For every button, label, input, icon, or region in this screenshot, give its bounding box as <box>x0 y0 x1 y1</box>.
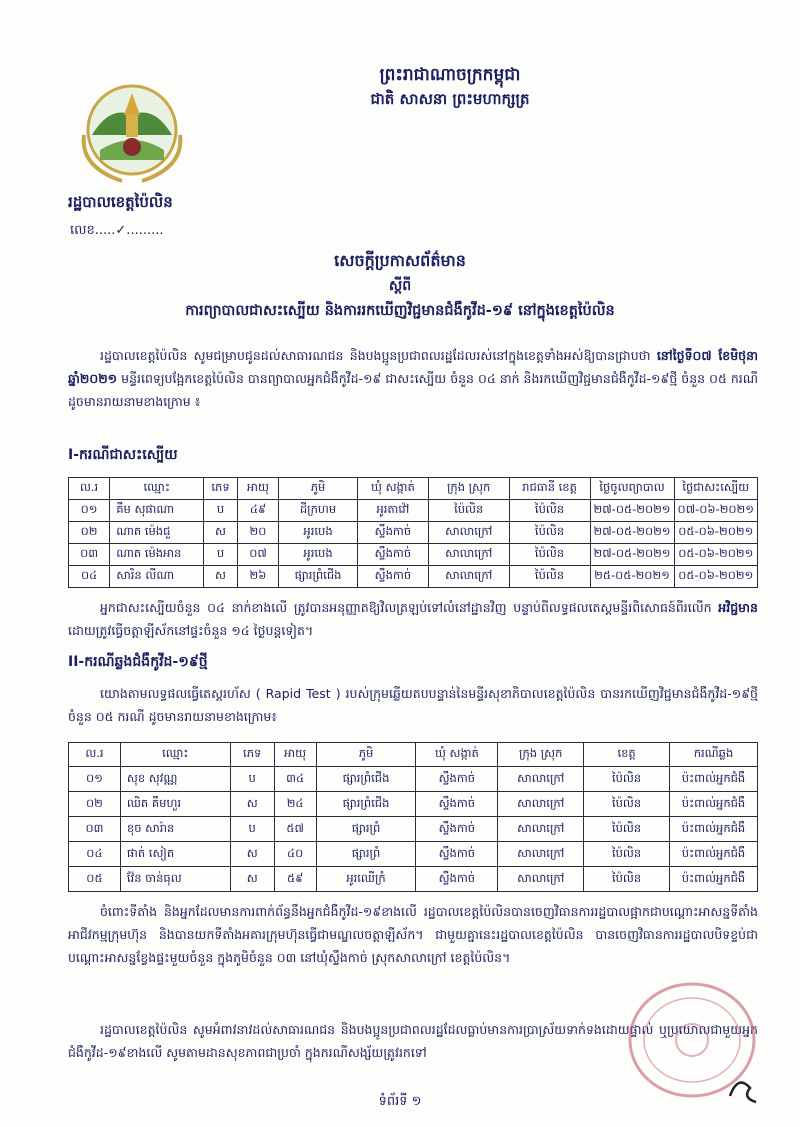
table-cell: អូរឈើក្រំ <box>316 867 416 892</box>
table-cell: ០៥ <box>69 867 121 892</box>
table-cell: ២៤ <box>274 792 316 817</box>
motto-line: ជាតិ សាសនា ព្រះមហាក្សត្រ <box>370 90 530 108</box>
col-header: ឈ្មោះ <box>110 478 204 500</box>
table-cell: ផ្សារព្រំ <box>316 842 416 867</box>
table-cell: ស <box>230 842 274 867</box>
appeal-text: រដ្ឋបាលខេត្តប៉ៃលិន សូមអំពាវនាវដល់សាធារណជន និងបងប្អូនប្រជាពលរដ្ឋដែលធ្លាប់មានការប្រាស្រ័យទាក់ទងដោយផ្ទាល់ ឬប្រយោលជាមួយអ្នកជំងឺកូវីដ-១៩ខាងលើ សូមតាមដានសុខភាពជាប្រចាំ ក្នុងករណីសង្ស័យត្រូវរកទៅ <box>68 1022 758 1060</box>
note-text-rest: ដោយត្រូវធ្វើចត្តាឡីស័កនៅផ្ទះចំនួន ១៤ ថ្ងៃបន្តទៀត។ <box>68 623 314 638</box>
col-header: ភូមិ <box>316 743 416 767</box>
table-cell: ០៥-០៦-២០២១ <box>674 566 757 588</box>
col-header: ឃុំ សង្កាត់ <box>357 478 428 500</box>
table-cell: ណាត ម៉េងអាន <box>110 544 204 566</box>
table-cell: ស្ទឹងកាច់ <box>416 817 498 842</box>
subject-title: ការព្យាបាលជាសះស្បើយ និងការរកឃើញវិជ្ជមានជំងឺកូវីដ-១៩ នៅក្នុងខេត្តប៉ៃលិន <box>185 303 615 319</box>
table-cell: ប៉ៃលិន <box>584 817 670 842</box>
national-motto <box>290 62 610 110</box>
col-header: ករណីឆ្លង <box>669 743 757 767</box>
table-cell: ប៉ៃលិន <box>509 500 590 522</box>
measures-text: ចំពោះទីតាំង និងអ្នកដែលមានការពាក់ព័ន្ធនឹងអ្នកជំងឺកូវីដ-១៩ខាងលើ រដ្ឋបាលខេត្តប៉ៃលិនបានចេញវិធានការរដ្ឋបាលផ្អាកជាបណ្ដោះអាសន្នទីតាំងអាជីវកម្មក្រុមហ៊ុន និងបានយកទីតាំងអគារក្រុមហ៊ុនធ្វើជាមណ្ឌលចត្តាឡីស័ក។ ជាមួយគ្នានេះរដ្ឋបាលខេត្តប៉ៃលិន បានចេញវិធានការរដ្ឋបាលបិទខ្ទប់ជាបណ្ដោះអាសន្នខ្វែងផ្ទះមួយចំនួន ក្នុងភូមិចំនួន ០៣ នៅឃុំស្ទឹងកាច់ ស្រុកសាលាក្រៅ ខេត្តប៉ៃលិន។ <box>68 904 758 965</box>
table-cell: អូរបេង <box>279 522 358 544</box>
table-cell: ខុច សារ៉ាន <box>120 817 230 842</box>
table-cell: ស <box>204 566 238 588</box>
table-cell: ស្ទឹងកាច់ <box>357 566 428 588</box>
table-cell: វ៉ែន ចាន់ធុល <box>120 867 230 892</box>
page-number: ទំព័រទី ១ <box>378 1094 422 1109</box>
announcement-title: សេចក្ដីប្រកាសព័ត៌មាន <box>334 251 466 270</box>
col-header: ល.រ <box>69 478 110 500</box>
table-cell: ស្ទឹងកាច់ <box>357 544 428 566</box>
table-cell: គឹម សុផាណា <box>110 500 204 522</box>
col-header: ក្រុង ស្រុក <box>428 478 509 500</box>
table-cell: ០៧ <box>237 544 278 566</box>
table-cell: ០៣ <box>69 817 121 842</box>
table-cell: សាលាក្រៅ <box>428 544 509 566</box>
new-cases-table <box>68 742 758 892</box>
col-header: ភេទ <box>230 743 274 767</box>
table-cell: ០៥-០៦-២០២១ <box>674 522 757 544</box>
table-cell: ០២ <box>69 792 121 817</box>
table-cell: ០៤ <box>69 566 110 588</box>
table-cell: សាលាក្រៅ <box>498 867 584 892</box>
recovered-note <box>68 596 758 642</box>
table-cell: សាលាក្រៅ <box>428 522 509 544</box>
official-seal-stamp <box>612 978 762 1108</box>
kingdom-title: ព្រះរាជាណាចក្រកម្ពុជា <box>379 65 521 85</box>
intro-paragraph <box>68 344 758 413</box>
table-cell: ៤០ <box>274 842 316 867</box>
table-cell: ផ្សារព្រំជើង <box>316 792 416 817</box>
table-cell: ស្ទឹងកាច់ <box>357 522 428 544</box>
table-row <box>69 544 758 566</box>
table-cell: ប៉ៃលិន <box>509 522 590 544</box>
recovered-cases-table <box>68 477 758 588</box>
col-header: ក្រុង ស្រុក <box>498 743 584 767</box>
table-cell: ២០ <box>237 522 278 544</box>
table-cell: ០៥-០៦-២០២១ <box>674 544 757 566</box>
table-cell: ប៉ៃលិន <box>509 566 590 588</box>
col-header: រាជធានី ខេត្ត <box>509 478 590 500</box>
table-cell: ស្ទឹងកាច់ <box>416 792 498 817</box>
col-header: ល.រ <box>69 743 121 767</box>
table-row <box>69 522 758 544</box>
col-header: ភូមិ <box>279 478 358 500</box>
table-cell: សាលាក្រៅ <box>498 842 584 867</box>
table-cell: ផ្សារព្រំជើង <box>316 767 416 792</box>
table-cell: អូរបេង <box>279 544 358 566</box>
table-cell: ប៉ះពាល់អ្នកជំងឺ <box>669 867 757 892</box>
table-cell: ៤៩ <box>237 500 278 522</box>
table-cell: ណាត ម៉េងជួ <box>110 522 204 544</box>
table-header-row <box>69 478 758 500</box>
table-cell: ប៉ៃលិន <box>584 867 670 892</box>
table-cell: ផ្សារព្រំជើង <box>279 566 358 588</box>
table-cell: សាលាក្រៅ <box>498 792 584 817</box>
measures-paragraph <box>68 900 758 969</box>
col-header: ឈ្មោះ <box>120 743 230 767</box>
section1-heading: I-ករណីជាសះស្បើយ <box>68 447 178 463</box>
intro-text: រដ្ឋបាលខេត្តប៉ៃលិន សូមជម្រាបជូនដល់សាធារណជន និងបងប្អូនប្រជាពលរដ្ឋដែលរស់នៅក្នុងខេត្តទាំងអស់ឱ្យបានជ្រាបថា <box>100 348 651 363</box>
table-cell: ០៧-០៦-២០២១ <box>674 500 757 522</box>
table-row <box>69 817 758 842</box>
table-cell: ផាត់ សៀត <box>120 842 230 867</box>
table-cell: ប៉ៃលិន <box>428 500 509 522</box>
note-text: អ្នកជាសះស្បើយចំនួន ០៤ នាក់ខាងលើ ត្រូវបានអនុញ្ញាតឱ្យវិលត្រឡប់ទៅលំនៅដ្ឋានវិញ បន្ទាប់ពីលទ្ធផលតេស្តមន្ទីរពិសោធន៍ពីរលើក <box>100 600 712 615</box>
table-header-row <box>69 743 758 767</box>
table-cell: ប៉ះពាល់អ្នកជំងឺ <box>669 767 757 792</box>
table-cell: ស <box>204 522 238 544</box>
negative-result: អវិជ្ជមាន <box>718 600 758 615</box>
col-header: ភេទ <box>204 478 238 500</box>
table-cell: ០១ <box>69 500 110 522</box>
table-cell: សារិន លីណា <box>110 566 204 588</box>
new-cases-intro-text: យោងតាមលទ្ធផលធ្វើតេស្តរហ័ស ( Rapid Test ) របស់ក្រុមឆ្លើយតបបន្ទាន់នៃមន្ទីរសុខាភិបាលខេត្តប៉ៃលិន បានរកឃើញវិជ្ជមានជំងឺកូវីដ-១៩ថ្មី ចំនួន ០៥ ករណី ដូចមានរាយនាមខាងក្រោម៖ <box>68 686 758 724</box>
table-cell: ស <box>230 792 274 817</box>
table-cell: ស្ទឹងកាច់ <box>416 842 498 867</box>
table-cell: សុខ សុវណ្ណ <box>120 767 230 792</box>
col-header: ថ្ងៃជាសះស្បើយ <box>674 478 757 500</box>
table-cell: ២៧-០៥-២០២១ <box>590 544 674 566</box>
col-header: ថ្ងៃចូលព្យាបាល <box>590 478 674 500</box>
pailin-emblem-logo <box>70 75 195 190</box>
about-label: ស្ដីពី <box>388 278 412 294</box>
table-cell: ប <box>230 817 274 842</box>
table-cell: ២៥-០៥-២០២១ <box>590 566 674 588</box>
table-cell: ស្ទឹងកាច់ <box>416 867 498 892</box>
table-cell: ប <box>230 767 274 792</box>
col-header: អាយុ <box>274 743 316 767</box>
issuing-authority: រដ្ឋបាលខេត្តប៉ៃលិន <box>68 193 173 211</box>
table-cell: សាលាក្រៅ <box>428 566 509 588</box>
table-row <box>69 566 758 588</box>
reference-number: លេខ.....✓......... <box>70 223 164 238</box>
table-cell: ប៉ៃលិន <box>584 792 670 817</box>
table-cell: ០១ <box>69 767 121 792</box>
table-cell: ៥៩ <box>274 867 316 892</box>
new-cases-intro <box>68 682 758 728</box>
table-cell: ប៉ៃលិន <box>584 842 670 867</box>
section2-heading: II-ករណីឆ្លងជំងឺកូវីដ-១៩ថ្មី <box>68 654 208 670</box>
table-row <box>69 842 758 867</box>
table-cell: ឈិត គឹមហួរ <box>120 792 230 817</box>
table-row <box>69 867 758 892</box>
table-cell: ប៉ៃលិន <box>509 544 590 566</box>
table-cell: ០២ <box>69 522 110 544</box>
table-row <box>69 500 758 522</box>
table-cell: ៥៧ <box>274 817 316 842</box>
intro-date: នៅថ្ងៃទី០៧ ខែមិថុនា ឆ្នាំ២០២១ <box>68 348 758 386</box>
table-row <box>69 767 758 792</box>
table-cell: ២៦ <box>237 566 278 588</box>
table-row <box>69 792 758 817</box>
table-cell: ស្ទឹងកាច់ <box>416 767 498 792</box>
table-cell: ដីក្រហម <box>279 500 358 522</box>
table-cell: ៣៤ <box>274 767 316 792</box>
table-cell: ប៉ះពាល់អ្នកជំងឺ <box>669 792 757 817</box>
col-header: ឃុំ សង្កាត់ <box>416 743 498 767</box>
table-cell: ២៧-០៥-២០២១ <box>590 500 674 522</box>
table-cell: ២៧-០៥-២០២១ <box>590 522 674 544</box>
table-cell: ផ្សារព្រំ <box>316 817 416 842</box>
table-cell: ០៤ <box>69 842 121 867</box>
col-header: ខេត្ត <box>584 743 670 767</box>
table-cell: ប <box>204 544 238 566</box>
col-header: អាយុ <box>237 478 278 500</box>
table-cell: សាលាក្រៅ <box>498 817 584 842</box>
table-cell: សាលាក្រៅ <box>498 767 584 792</box>
table-cell: ប៉ះពាល់អ្នកជំងឺ <box>669 842 757 867</box>
table-cell: ស <box>230 867 274 892</box>
table-cell: អូរតាវ៉ៅ <box>357 500 428 522</box>
table-cell: ប៉ះពាល់អ្នកជំងឺ <box>669 817 757 842</box>
table-cell: ប <box>204 500 238 522</box>
table-cell: ០៣ <box>69 544 110 566</box>
intro-text-rest: មន្ទីរពេទ្យបង្អែកខេត្តប៉ៃលិន បានព្យាបាលអ្នកជំងឺកូវីដ-១៩ ជាសះស្បើយ ចំនួន ០៤ នាក់ និងរកឃើញវិជ្ជមានជំងឺកូវីដ-១៩ថ្មី ចំនួន ០៥ ករណី ដូចមានរាយនាមខាងក្រោម ៖ <box>68 371 758 409</box>
table-cell: ប៉ៃលិន <box>584 767 670 792</box>
